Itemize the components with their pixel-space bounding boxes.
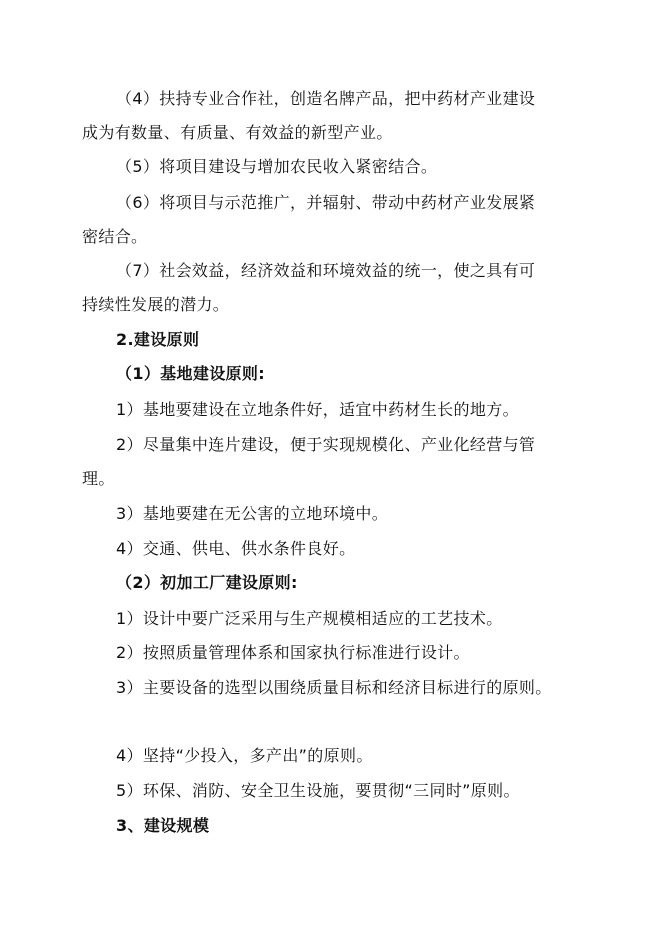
base-principle-2-continued: 理。 — [82, 469, 115, 488]
base-principle-2: 2）尽量集中连片建设，便于实现规模化、产业化经营与管 — [116, 435, 536, 454]
factory-principle-4: 4）坚持“少投入，多产出”的原则。 — [116, 746, 373, 765]
base-principle-1: 1）基地要建设在立地条件好，适宜中药材生长的地方。 — [116, 400, 519, 419]
paragraph-7-line-2: 持续性发展的潜力。 — [82, 295, 230, 314]
factory-principle-3: 3）主要设备的选型以围绕质量目标和经济目标进行的原则。 — [116, 678, 552, 697]
section-3-heading: 3、建设规模 — [116, 816, 210, 835]
factory-principles-heading: （2）初加工厂建设原则: — [116, 573, 298, 592]
paragraph-6-line-1: （6）将项目与示范推广，并辐射、带动中药材产业发展紧 — [116, 193, 536, 212]
factory-principle-5: 5）环保、消防、安全卫生设施，要贯彻“三同时”原则。 — [116, 781, 520, 800]
factory-principle-1: 1）设计中要广泛采用与生产规模相适应的工艺技术。 — [116, 609, 503, 628]
paragraph-6-line-2: 密结合。 — [82, 227, 148, 246]
base-principles-heading: （1）基地建设原则: — [116, 364, 266, 383]
paragraph-4-line-1: （4）扶持专业合作社，创造名牌产品，把中药材产业建设 — [116, 89, 536, 108]
base-principle-3: 3）基地要建在无公害的立地环境中。 — [116, 504, 389, 523]
paragraph-4-line-2: 成为有数量、有质量、有效益的新型产业。 — [82, 123, 393, 142]
paragraph-7-line-1: （7）社会效益，经济效益和环境效益的统一，使之具有可 — [116, 261, 536, 280]
section-2-heading: 2.建设原则 — [116, 330, 200, 349]
paragraph-5: （5）将项目建设与增加农民收入紧密结合。 — [116, 157, 438, 176]
base-principle-4: 4）交通、供电、供水条件良好。 — [116, 539, 356, 558]
factory-principle-2: 2）按照质量管理体系和国家执行标准进行设计。 — [116, 643, 470, 662]
